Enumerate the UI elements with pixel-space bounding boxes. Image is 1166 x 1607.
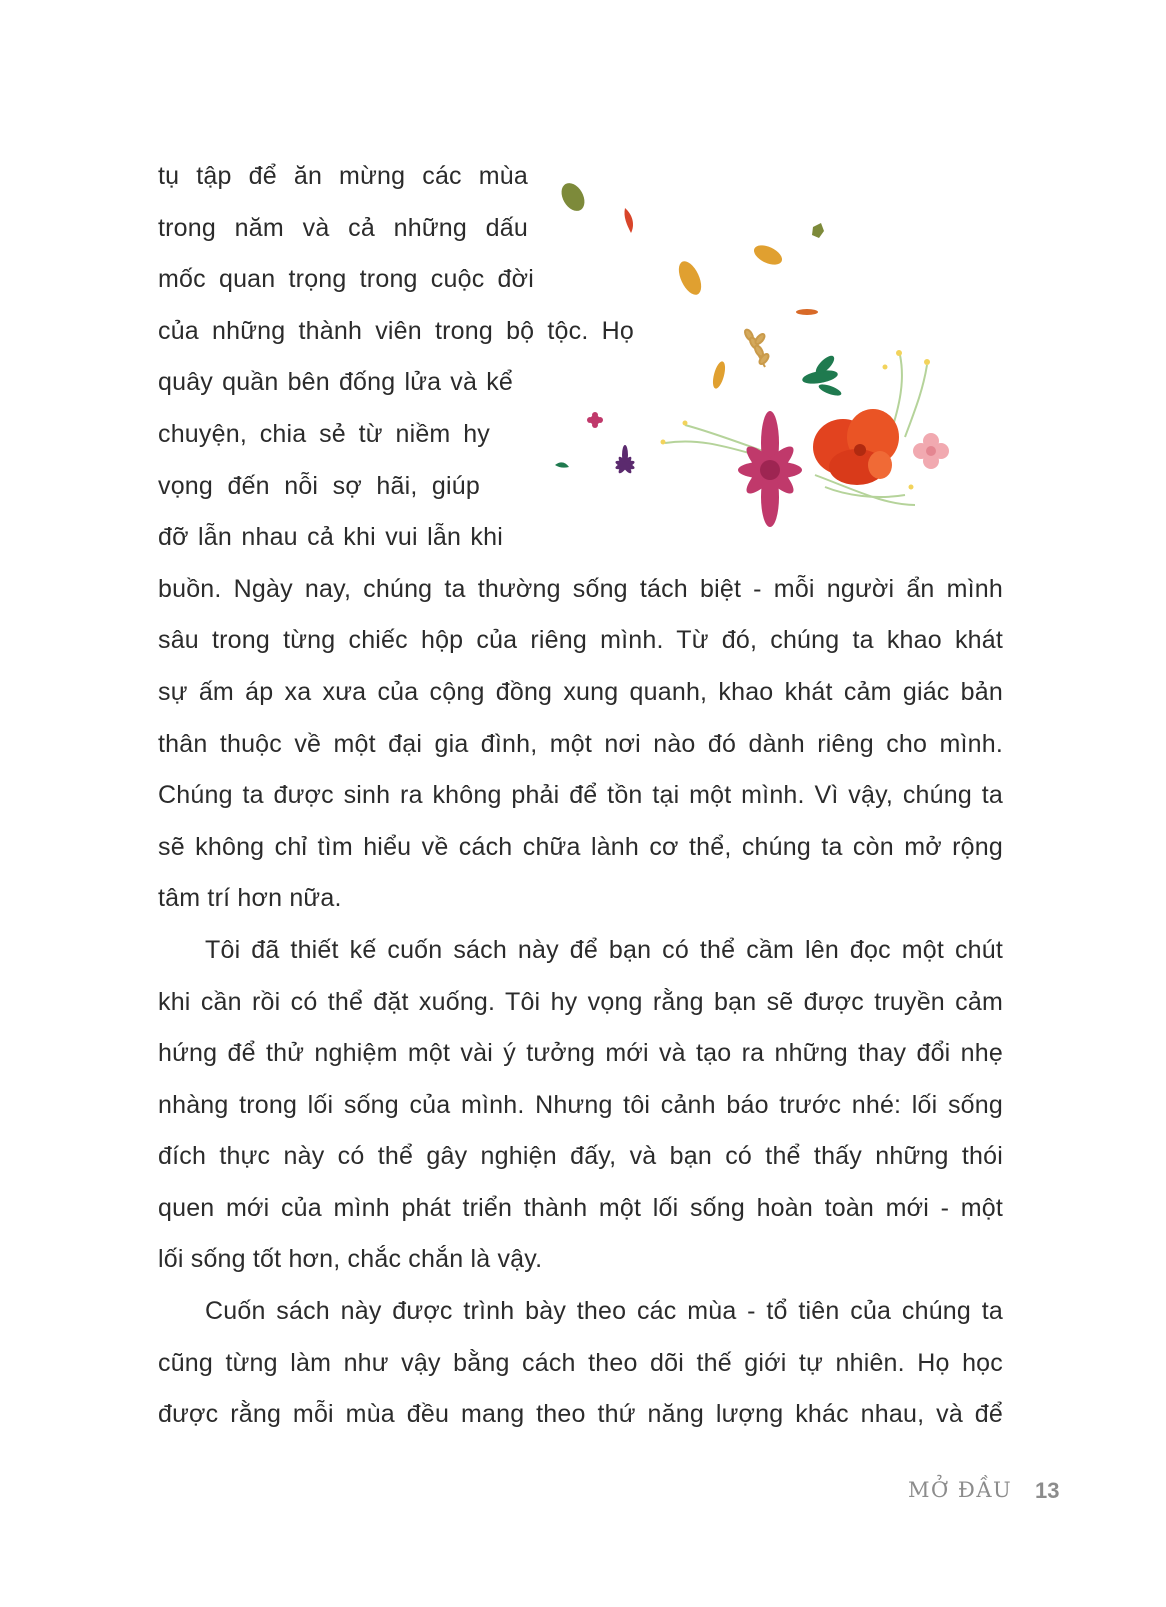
text-line: quen mới của mình phát triển thành một lối sống hoàn toàn mới - một — [158, 1193, 1003, 1222]
falling-leaves — [555, 179, 843, 468]
orange-poppy-icon — [813, 409, 899, 485]
small-green-leaf — [555, 462, 569, 467]
pink-flower-icon — [913, 433, 949, 469]
text-line: sự ấm áp xa xưa của cộng đồng xung quanh, khao khát cảm giác bản — [158, 677, 1003, 706]
text-line: chuyện, chia sẻ từ niềm hy — [158, 419, 490, 448]
text-line: sâu trong từng chiếc hộp của riêng mình. Từ đó, chúng ta khao khát — [158, 626, 1003, 655]
leaf-orange — [796, 309, 818, 315]
small-red-flower-icon — [587, 412, 603, 428]
text-line: buồn. Ngày nay, chúng ta thường sống tách biệt - mỗi người ẩn mình — [158, 574, 1003, 603]
leaf-olive — [812, 223, 824, 238]
leaf-yellow — [711, 360, 728, 390]
text-line: Tôi đã thiết kế cuốn sách này để bạn có thể cầm lên đọc một chút — [205, 935, 1003, 964]
text-line: Cuốn sách này được trình bày theo các mùa - tổ tiên của chúng ta — [205, 1297, 1003, 1326]
green-leaf-sprig-icon — [801, 353, 842, 398]
text-line: trong năm và cả những dấu — [158, 213, 528, 242]
leaf-yellow — [751, 241, 785, 268]
purple-star-flower-icon — [615, 445, 636, 475]
text-line: cũng từng làm như vậy bằng cách theo dõi thế giới tự nhiên. Họ học — [158, 1348, 1003, 1377]
text-line: hứng để thử nghiệm một vài ý tưởng mới và tạo ra những thay đổi nhẹ — [158, 1039, 1003, 1068]
autumn-flowers-illustration — [555, 175, 995, 535]
text-line: đích thực này có thể gây nghiện đấy, và bạn có thể thấy những thói — [158, 1142, 1003, 1171]
page-footer — [0, 1478, 1166, 1518]
leaf-red — [624, 208, 633, 233]
text-line: Chúng ta được sinh ra không phải để tồn tại một mình. Vì vậy, chúng ta — [158, 781, 1003, 810]
text-line: thân thuộc về một đại gia đình, một nơi nào đó dành riêng cho mình. — [158, 729, 1003, 758]
text-line: đỡ lẫn nhau cả khi vui lẫn khi — [158, 523, 503, 552]
text-line: của những thành viên trong bộ tộc. Họ — [158, 316, 634, 345]
magenta-daisy-icon — [738, 411, 802, 527]
leaf-olive — [557, 179, 589, 215]
text-line: được rằng mỗi mùa đều mang theo thứ năng lượng khác nhau, và để — [158, 1400, 1003, 1429]
text-line: tâm trí hơn nữa. — [158, 884, 342, 913]
text-line: sẽ không chỉ tìm hiểu về cách chữa lành cơ thể, chúng ta còn mở rộng — [158, 832, 1003, 861]
text-line: khi cần rồi có thể đặt xuống. Tôi hy vọng rằng bạn sẽ được truyền cảm — [158, 987, 1003, 1016]
text-line: mốc quan trọng trong cuộc đời — [158, 265, 534, 294]
text-line: vọng đến nỗi sợ hãi, giúp — [158, 471, 480, 500]
text-line: tụ tập để ăn mừng các mùa — [158, 162, 528, 190]
text-line: lối sống tốt hơn, chắc chắn là vậy. — [158, 1245, 543, 1274]
running-head: MỞ ĐẦU — [908, 1478, 1013, 1502]
text-line: quây quần bên đống lửa và kể — [158, 368, 513, 397]
wheat-sprig-icon — [743, 328, 770, 367]
text-line: nhàng trong lối sống của mình. Nhưng tôi cảnh báo trước nhé: lối sống — [158, 1090, 1003, 1119]
leaf-yellow — [674, 258, 706, 298]
page-number: 13 — [1035, 1478, 1060, 1503]
